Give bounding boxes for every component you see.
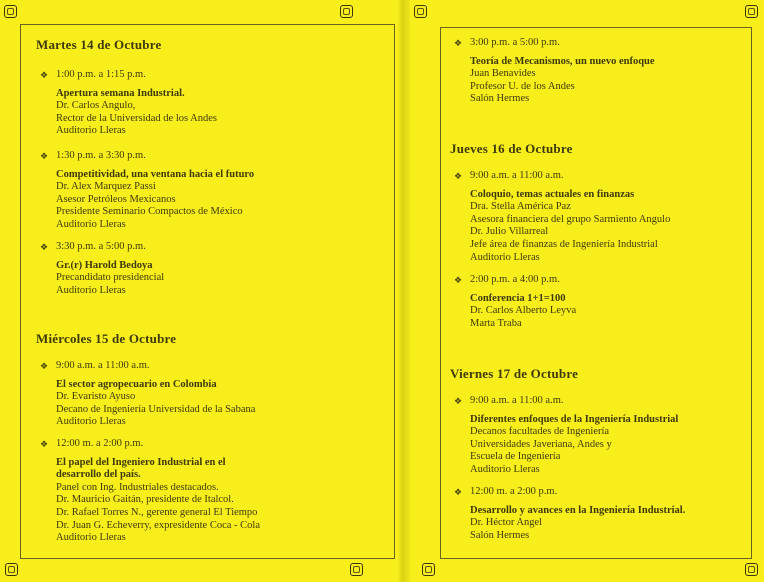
day-heading: Jueves 16 de Octubre xyxy=(450,141,573,156)
event-detail-line: Auditorio Lleras xyxy=(56,416,126,428)
event-time xyxy=(454,170,670,183)
event-detail-line: Dra. Stella América Paz xyxy=(470,201,571,213)
page-fold xyxy=(398,0,410,582)
event-detail-line: Marta Traba xyxy=(470,317,522,329)
schedule-event xyxy=(454,486,685,542)
event-detail-line: Dr. Carlos Angulo, xyxy=(56,100,136,112)
event-title xyxy=(470,414,678,427)
event-detail-line: Auditorio Lleras xyxy=(470,463,540,475)
event-detail-line: Universidades Javeriana, Andes y xyxy=(470,438,612,450)
schedule-event xyxy=(40,241,164,297)
event-time xyxy=(40,360,255,373)
event-title-line: Teoría de Mecanismos, un nuevo enfoque xyxy=(470,55,655,67)
event-title-line: Gr.(r) Harold Bedoya xyxy=(56,259,153,271)
event-title-line: El papel del Ingeniero Industrial en el xyxy=(56,456,226,468)
event-time xyxy=(454,395,678,408)
event-details xyxy=(454,189,670,265)
corner-ornament-icon xyxy=(414,5,427,18)
event-detail-line: Decanos facultades de Ingeniería xyxy=(470,426,610,438)
day-heading: Martes 14 de Octubre xyxy=(36,37,162,52)
event-title-line: El sector agropecuario en Colombia xyxy=(56,378,217,390)
bullet-icon: ❖ xyxy=(454,487,463,497)
day-heading: Viernes 17 de Octubre xyxy=(450,366,579,381)
event-title xyxy=(56,260,164,273)
event-time-text: 3:00 p.m. a 5:00 p.m. xyxy=(470,37,560,48)
event-title xyxy=(470,189,670,202)
event-time-text: 2:00 p.m. a 4:00 p.m. xyxy=(470,274,560,285)
event-title-line: Conferencia 1+1=100 xyxy=(470,292,566,304)
bullet-icon: ❖ xyxy=(454,275,463,285)
event-details xyxy=(454,505,685,543)
event-detail-line: Salón Hermes xyxy=(470,529,530,541)
event-time-text: 9:00 a.m. a 11:00 a.m. xyxy=(470,395,564,406)
event-details xyxy=(40,169,254,232)
event-detail-line: Auditorio Lleras xyxy=(56,125,126,137)
event-time xyxy=(40,69,217,82)
schedule-event xyxy=(454,37,655,106)
event-detail-line: Precandidato presidencial xyxy=(56,272,165,284)
event-detail-line: Panel con Ing. Industriales destacados. xyxy=(56,481,219,493)
schedule-event xyxy=(40,150,254,232)
event-title-line: Desarrollo y avances en la Ingeniería Industrial. xyxy=(470,504,686,516)
bullet-icon: ❖ xyxy=(454,38,463,48)
event-title xyxy=(470,293,576,306)
event-detail-line: Dr. Evaristo Ayuso xyxy=(56,391,136,403)
event-detail-line: Escuela de Ingeniería xyxy=(470,451,561,463)
event-detail-line: Dr. Rafael Torres N., gerente general El Tiempo xyxy=(56,506,258,518)
event-details xyxy=(40,260,164,298)
bullet-icon: ❖ xyxy=(40,242,49,252)
event-detail-line: Decano de Ingeniería Universidad de la Sabana xyxy=(56,403,256,415)
event-time xyxy=(454,37,655,50)
bullet-icon: ❖ xyxy=(40,361,49,371)
event-detail-line: Dr. Héctor Angel xyxy=(470,517,543,529)
event-time-text: 3:30 p.m. a 5:00 p.m. xyxy=(56,241,146,252)
event-details xyxy=(40,457,260,545)
event-details xyxy=(454,56,655,106)
schedule-event xyxy=(40,360,255,429)
schedule-event xyxy=(454,170,670,264)
event-detail-line: Dr. Carlos Alberto Leyva xyxy=(470,305,577,317)
event-time xyxy=(40,241,164,254)
event-time-text: 1:00 p.m. a 1:15 p.m. xyxy=(56,69,146,80)
event-title xyxy=(470,505,685,518)
event-time xyxy=(454,274,576,287)
schedule-event xyxy=(454,395,678,477)
event-title-line: Competitividad, una ventana hacia el futuro xyxy=(56,168,255,180)
event-detail-line: Dr. Mauricio Gaitán, presidente de Italcol. xyxy=(56,494,234,506)
event-details xyxy=(40,379,255,429)
event-detail-line: Salón Hermes xyxy=(470,93,530,105)
day-heading: Miércoles 15 de Octubre xyxy=(36,331,177,346)
schedule-event xyxy=(454,274,576,330)
event-detail-line: Presidente Seminario Compactos de México xyxy=(56,206,243,218)
bullet-icon: ❖ xyxy=(40,439,49,449)
event-time xyxy=(454,486,685,499)
event-title xyxy=(56,457,260,482)
event-title xyxy=(56,88,217,101)
corner-ornament-icon xyxy=(5,563,18,576)
corner-ornament-icon xyxy=(422,563,435,576)
event-title-line: Diferentes enfoques de la Ingeniería Industrial xyxy=(470,413,679,425)
event-detail-line: Dr. Alex Marquez Passi xyxy=(56,181,156,193)
event-time-text: 1:30 p.m. a 3:30 p.m. xyxy=(56,150,146,161)
event-title xyxy=(470,56,655,69)
event-details xyxy=(454,414,678,477)
event-detail-line: Auditorio Lleras xyxy=(56,532,126,544)
event-time-text: 9:00 a.m. a 11:00 a.m. xyxy=(56,360,150,371)
corner-ornament-icon xyxy=(4,5,17,18)
bullet-icon: ❖ xyxy=(454,171,463,181)
event-detail-line: Jefe área de finanzas de Ingeniería Industrial xyxy=(470,238,658,250)
event-detail-line: Asesor Petróleos Mexicanos xyxy=(56,193,176,205)
event-title xyxy=(56,379,255,392)
bullet-icon: ❖ xyxy=(454,396,463,406)
event-detail-line: Asesora financiera del grupo Sarmiento Angulo xyxy=(470,213,671,225)
event-detail-line: Dr. Julio Villarreal xyxy=(470,226,549,238)
bullet-icon: ❖ xyxy=(40,70,49,80)
corner-ornament-icon xyxy=(745,563,758,576)
event-title xyxy=(56,169,254,182)
event-time xyxy=(40,150,254,163)
corner-ornament-icon xyxy=(340,5,353,18)
schedule-event xyxy=(40,69,217,138)
event-title-line: Coloquio, temas actuales en finanzas xyxy=(470,188,635,200)
event-title-line: Apertura semana Industrial. xyxy=(56,87,185,99)
event-details xyxy=(40,88,217,138)
event-time-text: 12:00 m. a 2:00 p.m. xyxy=(56,438,144,449)
bullet-icon: ❖ xyxy=(40,151,49,161)
event-detail-line: Auditorio Lleras xyxy=(56,218,126,230)
event-title-line: desarrollo del país. xyxy=(56,469,141,481)
corner-ornament-icon xyxy=(745,5,758,18)
event-details xyxy=(454,293,576,331)
event-detail-line: Auditorio Lleras xyxy=(470,251,540,263)
event-detail-line: Auditorio Lleras xyxy=(56,284,126,296)
corner-ornament-icon xyxy=(350,563,363,576)
event-time xyxy=(40,438,260,451)
event-time-text: 12:00 m. a 2:00 p.m. xyxy=(470,486,558,497)
event-time-text: 9:00 a.m. a 11:00 a.m. xyxy=(470,170,564,181)
schedule-event xyxy=(40,438,260,545)
event-detail-line: Dr. Juan G. Echeverry, expresidente Coca - Cola xyxy=(56,519,260,531)
event-detail-line: Profesor U. de los Andes xyxy=(470,80,575,92)
event-detail-line: Rector de la Universidad de los Andes xyxy=(56,112,217,124)
event-detail-line: Juan Benavides xyxy=(470,68,536,80)
